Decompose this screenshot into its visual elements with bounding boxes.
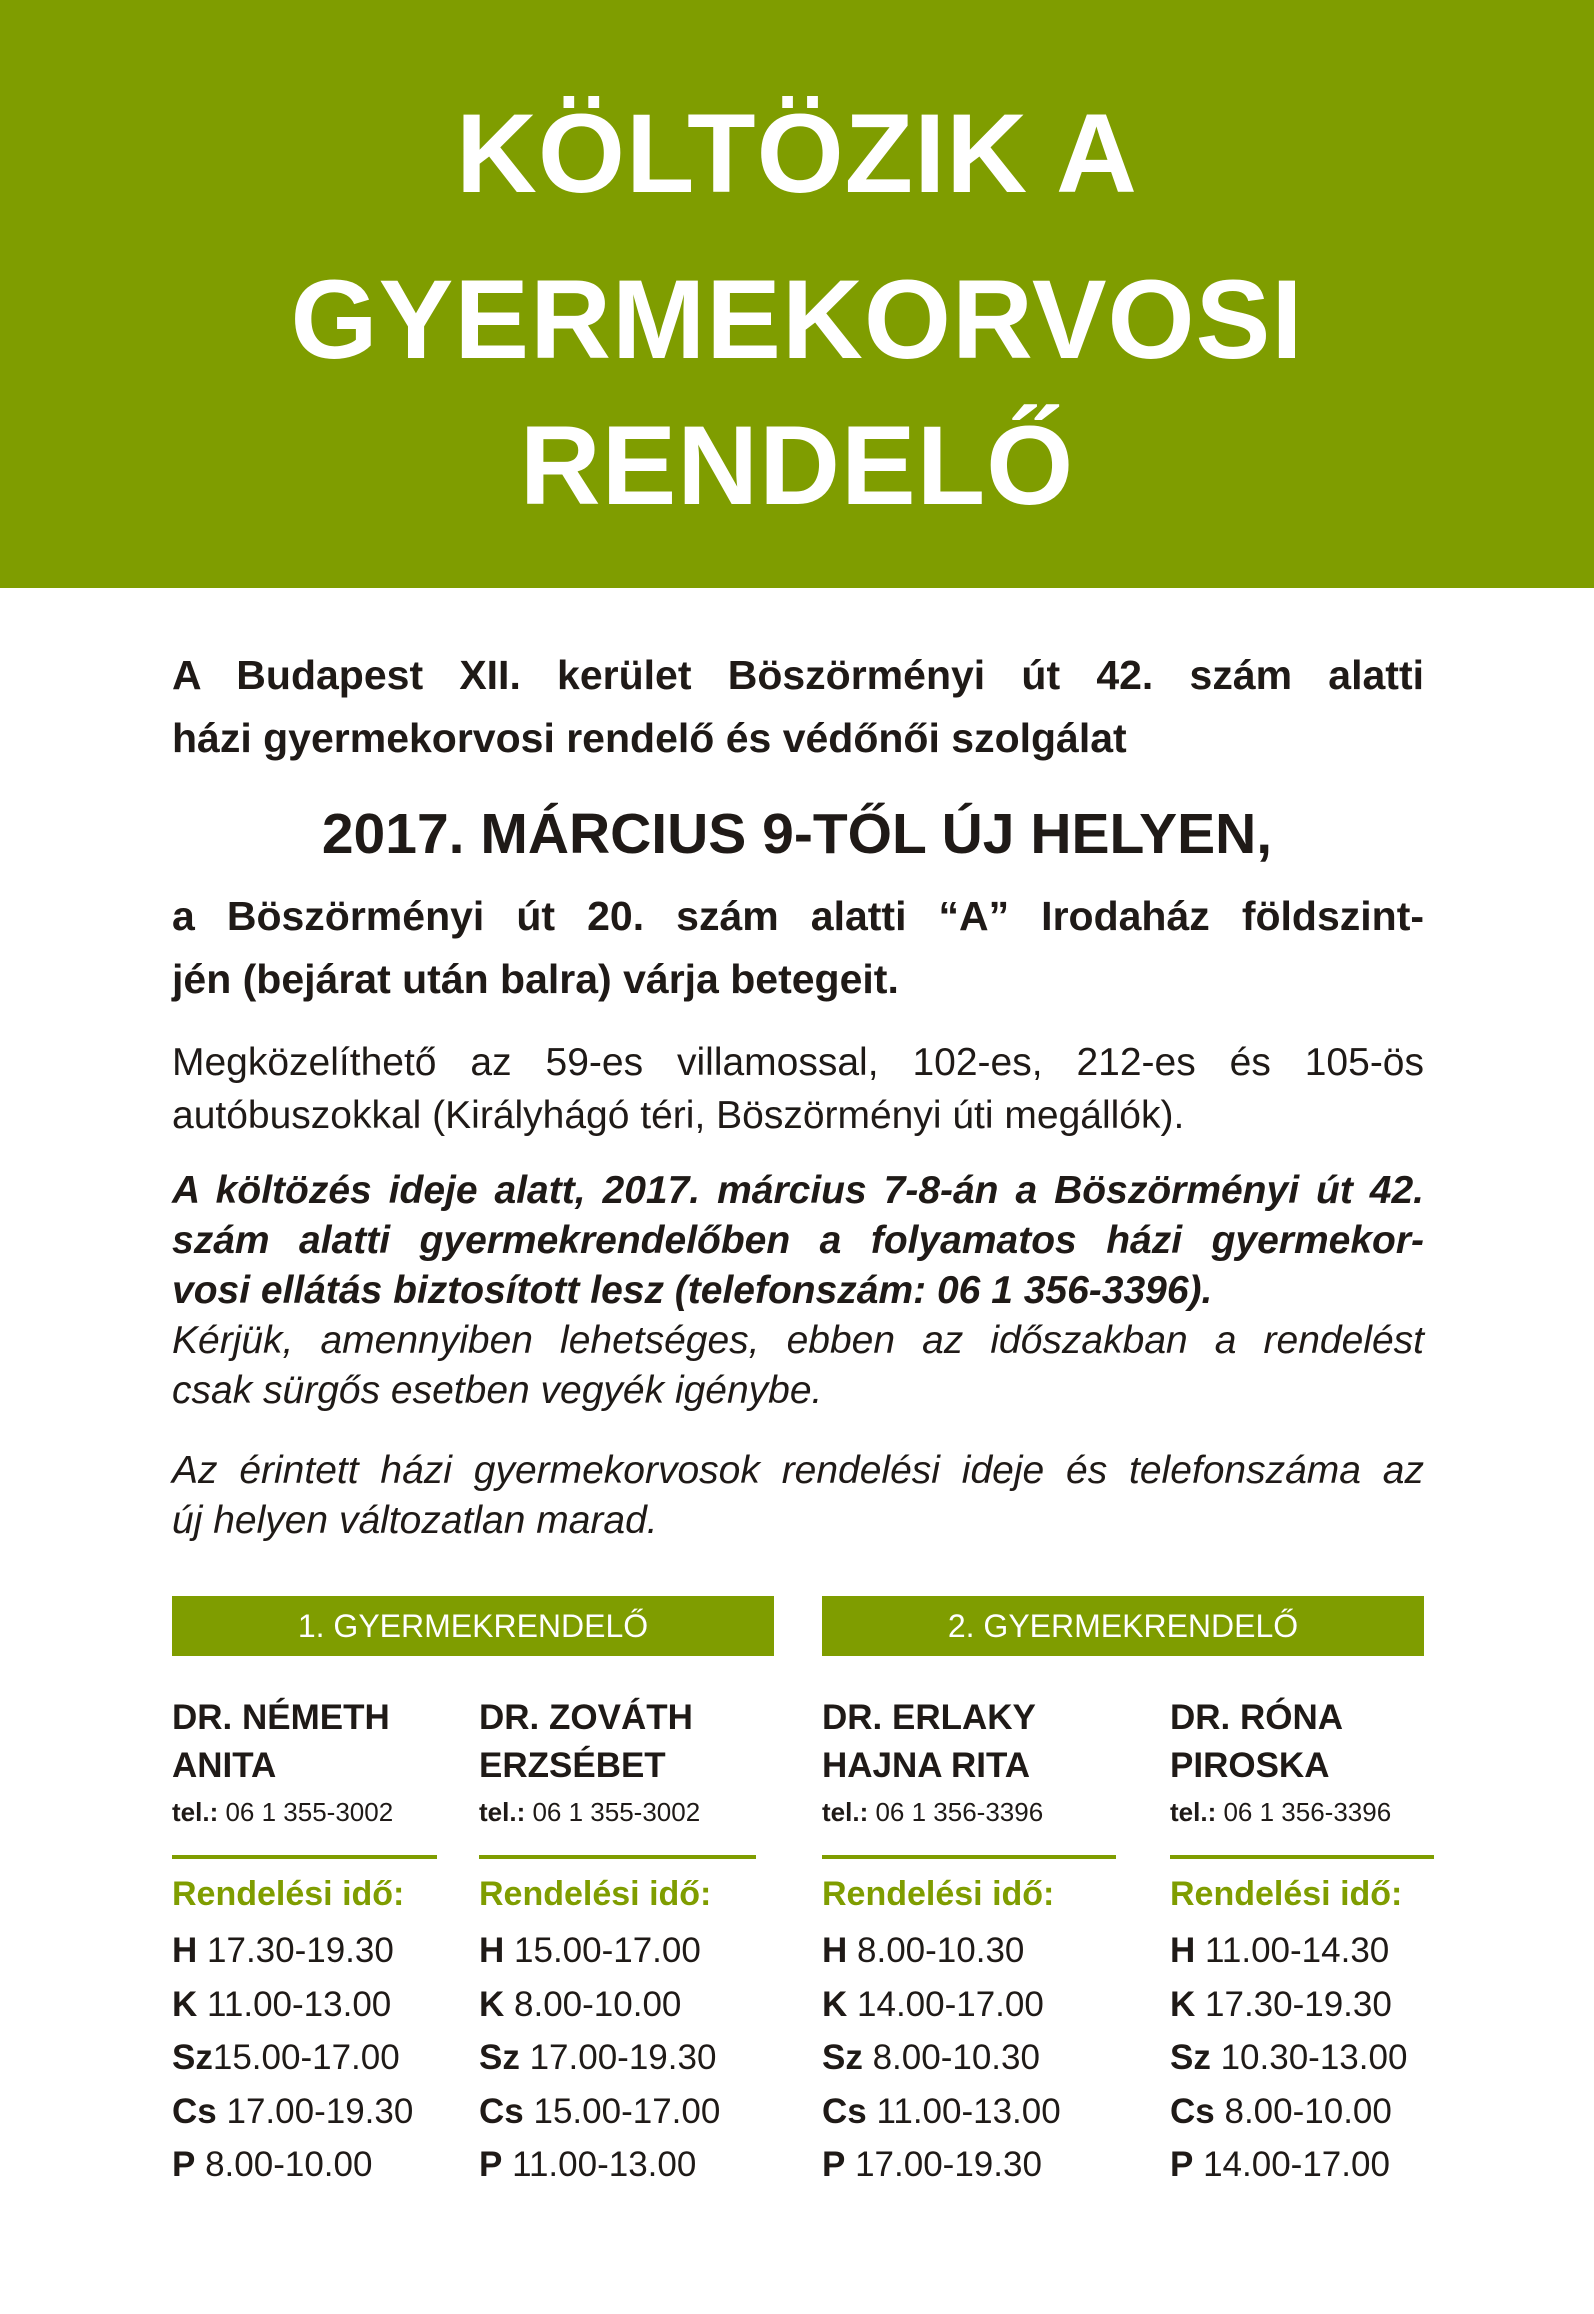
intro-line-2: házi gyermekorvosi rendelő és védőnői szolgálat	[172, 715, 1127, 761]
day-label: H	[172, 1931, 198, 1970]
hours-title: Rendelési idő:	[1170, 1875, 1403, 1913]
doctor-name-line-1: DR. ERLAKY	[822, 1698, 1036, 1737]
transport-line-1: Megközelíthető az 59-es villamossal, 102-es, 212-es és 105-ös	[172, 1041, 1424, 1084]
clinic-1-header: 1. GYERMEKRENDELŐ	[172, 1596, 774, 1656]
new-location-line-2: jén (bejárat után balra) várja betegeit.	[172, 956, 899, 1002]
time-range: 17.30-19.30	[207, 1931, 394, 1970]
time-range: 8.00-10.30	[872, 2038, 1040, 2077]
hours-row	[822, 2138, 1061, 2192]
day-label: H	[479, 1931, 505, 1970]
phone-number: 06 1 356-3396	[875, 1797, 1044, 1827]
day-label: P	[822, 2145, 846, 2184]
day-label: H	[822, 1931, 848, 1970]
time-range: 14.00-17.00	[857, 1984, 1044, 2024]
time-range: 8.00-10.00	[1224, 2091, 1392, 2131]
intro-paragraph	[172, 644, 1424, 770]
tel-label: tel.:	[1170, 1797, 1217, 1827]
hours-row	[479, 2031, 720, 2085]
hours-row	[172, 2085, 413, 2139]
moving-notice-paragraph	[172, 1166, 1424, 1316]
time-range: 11.00-13.00	[207, 1984, 392, 2024]
new-location-paragraph	[172, 885, 1424, 1011]
time-range: 11.00-13.00	[876, 2091, 1061, 2131]
day-label: K	[822, 1984, 848, 2024]
transport-line-2: autóbuszokkal (Királyhágó téri, Böszörményi úti megállók).	[172, 1094, 1185, 1137]
hours-row	[822, 2031, 1061, 2085]
doctor-phone	[479, 1792, 764, 1832]
day-label: P	[479, 2145, 503, 2184]
intro-line-1: A Budapest XII. kerület Böszörményi út 42. szám alatti	[172, 652, 1424, 698]
day-label: Sz	[822, 2038, 863, 2077]
hours-list	[479, 1924, 720, 2192]
doctor-name-line-2: HAJNA RITA	[822, 1746, 1031, 1785]
divider-line	[1170, 1855, 1434, 1859]
doctor-phone	[822, 1792, 1107, 1832]
hours-row	[172, 1924, 413, 1978]
hours-list	[822, 1924, 1061, 2192]
doctor-card-zovath	[479, 1694, 764, 1832]
doctor-phone	[172, 1792, 457, 1832]
doctor-name-line-1: DR. RÓNA	[1170, 1698, 1344, 1737]
day-label: Cs	[822, 2091, 867, 2131]
doctor-name-line-1: DR. ZOVÁTH	[479, 1698, 693, 1737]
request-line-1: Kérjük, amennyiben lehetséges, ebben az időszakban a rendelést	[172, 1319, 1424, 1362]
time-range: 15.00-17.00	[514, 1931, 701, 1970]
moving-notice-line-2: szám alatti gyermekrendelőben a folyamatos házi gyermekor-	[172, 1219, 1424, 1262]
request-line-2: csak sürgős esetben vegyék igénybe.	[172, 1369, 823, 1412]
hours-list	[172, 1924, 413, 2192]
hours-row	[822, 1978, 1061, 2032]
phone-number: 06 1 355-3002	[225, 1797, 394, 1827]
hours-title: Rendelési idő:	[822, 1875, 1055, 1913]
unchanged-line-1: Az érintett házi gyermekorvosok rendelési ideje és telefonszáma az	[172, 1449, 1424, 1492]
time-range: 11.00-14.30	[1205, 1931, 1390, 1970]
hours-list	[1170, 1924, 1407, 2192]
moving-notice-line-1: A költözés ideje alatt, 2017. március 7-8-án a Böszörményi út 42.	[172, 1169, 1424, 1212]
title-line-3: RENDELŐ	[519, 403, 1075, 528]
divider-line	[172, 1855, 437, 1859]
hours-row	[172, 2031, 413, 2085]
hours-row	[822, 1924, 1061, 1978]
doctor-name-line-2: ANITA	[172, 1746, 277, 1785]
day-label: K	[479, 1984, 505, 2024]
time-range: 17.00-19.30	[529, 2038, 717, 2077]
hours-title: Rendelési idő:	[479, 1875, 712, 1913]
title-banner	[0, 0, 1594, 588]
hours-row	[1170, 2138, 1407, 2192]
date-headline: 2017. MÁRCIUS 9-TŐL ÚJ HELYEN,	[321, 802, 1273, 866]
hours-row	[172, 1978, 413, 2032]
phone-number: 06 1 355-3002	[532, 1797, 701, 1827]
doctor-card-nemeth	[172, 1694, 457, 1832]
doctor-name-line-2: ERZSÉBET	[479, 1746, 666, 1785]
title-line-1: KÖLTÖZIK A	[456, 91, 1138, 216]
day-label: Cs	[1170, 2091, 1215, 2131]
new-location-line-1: a Böszörményi út 20. szám alatti “A” Irodaház földszint-	[172, 893, 1424, 939]
hours-title: Rendelési idő:	[172, 1875, 405, 1913]
hours-row	[479, 2085, 720, 2139]
day-label: K	[1170, 1984, 1196, 2024]
day-label: K	[172, 1984, 198, 2024]
day-label: Cs	[172, 2091, 217, 2131]
doctor-phone	[1170, 1792, 1455, 1832]
time-range: 17.00-19.30	[855, 2145, 1042, 2184]
unchanged-line-2: új helyen változatlan marad.	[172, 1499, 658, 1542]
doctor-card-erlaky	[822, 1694, 1107, 1832]
tel-label: tel.:	[822, 1797, 869, 1827]
tel-label: tel.:	[172, 1797, 219, 1827]
request-paragraph	[172, 1316, 1424, 1416]
day-label: Cs	[479, 2091, 524, 2131]
doctor-name-line-2: PIROSKA	[1170, 1746, 1330, 1785]
doctor-name-line-1: DR. NÉMETH	[172, 1698, 390, 1737]
time-range: 8.00-10.00	[514, 1984, 682, 2024]
time-range: 14.00-17.00	[1203, 2145, 1390, 2184]
time-range: 17.30-19.30	[1205, 1984, 1392, 2024]
title-line-2: GYERMEKORVOSI	[290, 257, 1304, 382]
hours-row	[479, 2138, 720, 2192]
time-range: 15.00-17.00	[533, 2091, 721, 2131]
hours-row	[1170, 2085, 1407, 2139]
doctor-name	[479, 1694, 764, 1790]
doctor-name	[822, 1694, 1107, 1790]
hours-row	[479, 1978, 720, 2032]
moving-notice-line-3: vosi ellátás biztosított lesz (telefonszám: 06 1 356-3396).	[172, 1269, 1213, 1312]
time-range: 11.00-13.00	[512, 2145, 697, 2184]
day-label: P	[172, 2145, 196, 2184]
hours-row	[1170, 1978, 1407, 2032]
transport-paragraph	[172, 1036, 1424, 1142]
day-label: H	[1170, 1931, 1196, 1970]
day-label: Sz	[172, 2038, 213, 2077]
clinic-2-header: 2. GYERMEKRENDELŐ	[822, 1596, 1424, 1656]
doctor-name	[172, 1694, 457, 1790]
hours-row	[172, 2138, 413, 2192]
day-label: P	[1170, 2145, 1194, 2184]
phone-number: 06 1 356-3396	[1223, 1797, 1392, 1827]
day-label: Sz	[479, 2038, 520, 2077]
divider-line	[479, 1855, 756, 1859]
unchanged-paragraph	[172, 1446, 1424, 1546]
doctor-name	[1170, 1694, 1455, 1790]
time-range: 8.00-10.30	[857, 1931, 1025, 1970]
time-range: 15.00-17.00	[212, 2038, 400, 2077]
time-range: 10.30-13.00	[1220, 2038, 1408, 2077]
divider-line	[822, 1855, 1116, 1859]
time-range: 8.00-10.00	[205, 2145, 373, 2184]
hours-row	[479, 1924, 720, 1978]
tel-label: tel.:	[479, 1797, 526, 1827]
hours-row	[1170, 2031, 1407, 2085]
hours-row	[822, 2085, 1061, 2139]
doctor-card-rona	[1170, 1694, 1455, 1832]
hours-row	[1170, 1924, 1407, 1978]
day-label: Sz	[1170, 2038, 1211, 2077]
time-range: 17.00-19.30	[226, 2091, 414, 2131]
